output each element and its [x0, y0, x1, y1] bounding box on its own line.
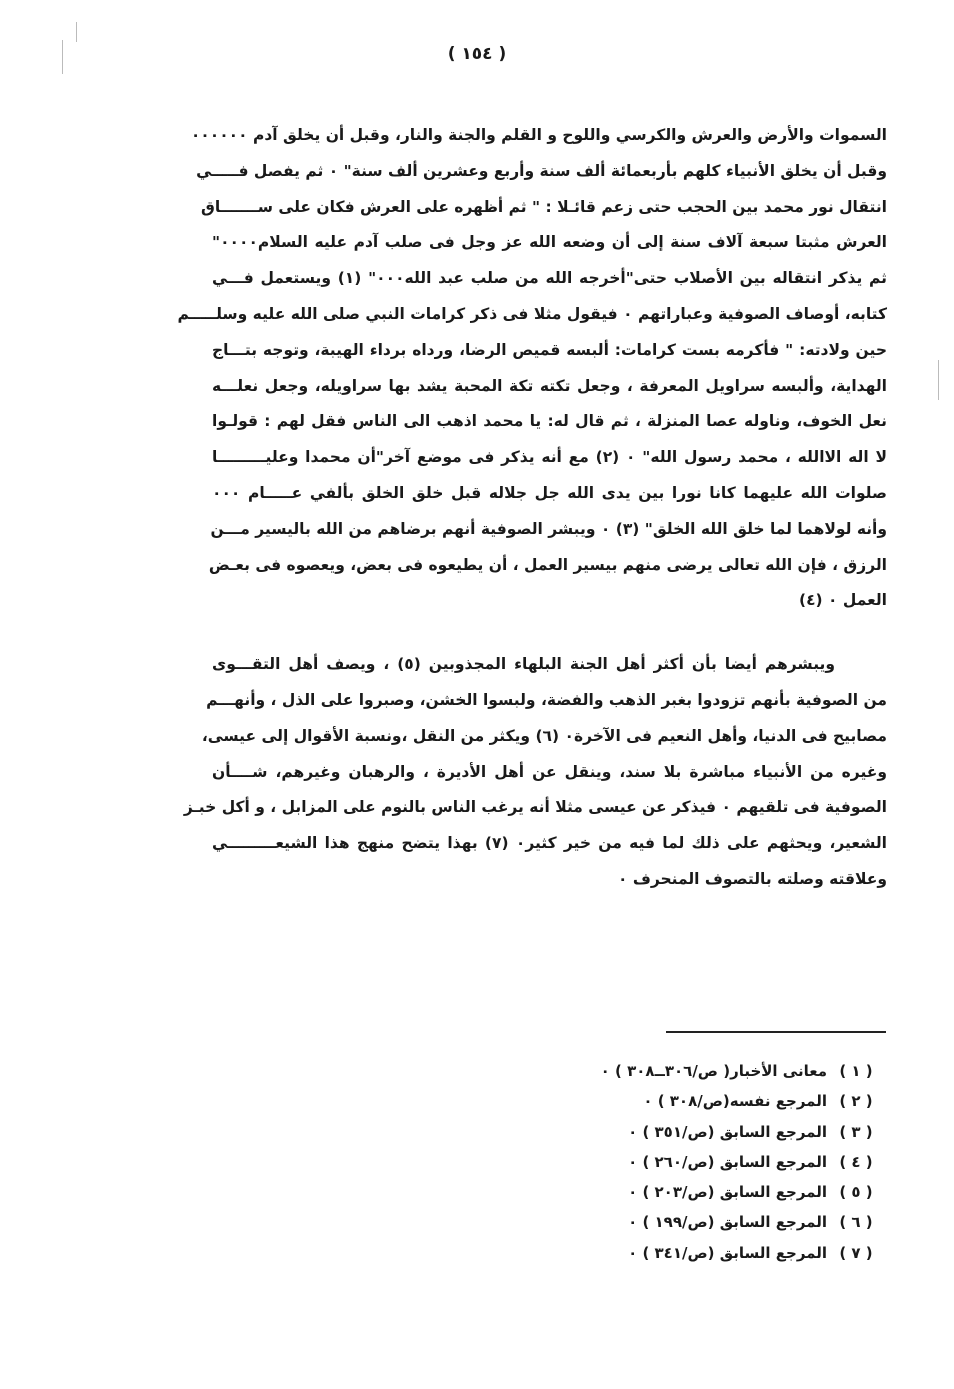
footnote-item [440, 1117, 885, 1147]
footnote-text: المرجع السابق (ص/٢٠٣ ) ٠ [628, 1183, 827, 1202]
footnote-number: ( ٣ ) [839, 1122, 873, 1141]
paragraph-2 [183, 647, 887, 898]
page-number: ( ١٥٤ ) [447, 44, 507, 64]
text-line: السموات والأرض والعرش والكرسي واللوح و القلم والجنة والنار، وقبل أن يخلق آدم ٠٠٠٠٠٠ [190, 126, 887, 144]
scan-artifact [76, 22, 77, 42]
text-line: انتقال نور محمد بين الحجب حتى زعم قائـلا : " ثم أظهره على العرش فكان على ســـــــاق [201, 197, 887, 216]
main-text [177, 118, 887, 898]
text-line: الهداية، وألبسه سراويل المعرفة ، وجعل تكته تكة المحبة يشد بها سراويله، وجعل نعلـــه [212, 376, 887, 395]
text-line: وأنه لولاهما لما خلق الله الخلق" (٣) ٠ ويبشر الصوفية أنهم برضاهم من الله باليسير مـــن [210, 519, 887, 538]
text-line: وغيره من الأنبياء مباشرة بلا سند، وينقل عن أهل الأديرة ، والرهبان وغيرهم، شــــأن [212, 762, 887, 781]
footnote-separator [666, 1031, 886, 1033]
footnote-text: المرجع نفسه(ص/٣٠٨ ) ٠ [643, 1092, 827, 1111]
text-line: وعلاقته وصلته بالتصوف المنحرف ٠ [617, 869, 887, 888]
footnote-number: ( ٦ ) [839, 1213, 873, 1232]
paragraph-1 [177, 118, 887, 619]
footnote-item [440, 1238, 885, 1268]
text-line: نعل الخوف، وناوله عصا المنزلة ، ثم قال له: يا محمد اذهب الى الناس فقل لهم : قولـوا [212, 412, 887, 431]
footnotes [440, 1056, 885, 1268]
text-line: الرزق ، فإن الله تعالى يرضى منهم بيسير العمل ، أن يطيعوه فى بعض، ويعصوه فى بعـض [208, 555, 887, 574]
text-line: حين ولادته: " فأكرمه بست كرامات: ألبسه قميص الرضا، ورداه برداء الهيبة، وتوجه بتـــاج [212, 340, 887, 359]
footnote-item [440, 1207, 885, 1237]
text-line: ثم يذكر انتقاله بين الأصلاب حتى"أخرجه الله من صلب عبد الله٠٠٠" (١) ويستعمل فـــي [212, 269, 887, 288]
footnote-text: معانى الأخبار( ص/٣٠٦ــ٣٠٨ ) ٠ [600, 1062, 827, 1080]
footnote-text: المرجع السابق (ص/٣٥١ ) ٠ [628, 1122, 827, 1141]
footnote-text: المرجع السابق (ص/٢٦٠ ) ٠ [628, 1152, 827, 1171]
footnote-text: المرجع السابق (ص/١٩٩ ) ٠ [628, 1213, 827, 1232]
scan-artifact [62, 40, 63, 74]
footnote-item [440, 1086, 885, 1116]
footnote-number: ( ٤ ) [839, 1152, 873, 1171]
text-line: العرش مثبتا سبعة آلاف سنة إلى أن وضعه الله عز وجل فى صلب آدم عليه السلام٠٠٠٠" [212, 233, 887, 252]
footnote-item [440, 1147, 885, 1177]
text-line: العمل ٠ (٤) [798, 591, 887, 610]
text-line: ويبشرهم أيضا بأن أكثر أهل الجنة البلهاء المجذوبين (٥) ، ويصف أهل التقـــوى [212, 655, 835, 674]
text-line: كتابه، أوصاف الصوفية وعباراتهم ٠ فيقول مثلا فى ذكر كرامات النبي صلى الله عليه وسلـــــم [177, 304, 887, 323]
text-line: وقبل أن يخلق الأنبياء كلهم بأربعمائة ألف سنة وأربع وعشرين ألف سنة" ٠ ثم يفصل فـــــي [196, 161, 887, 180]
footnote-number: ( ١ ) [839, 1062, 873, 1080]
footnote-item [440, 1056, 885, 1086]
footnote-number: ( ٢ ) [839, 1092, 873, 1111]
footnote-number: ( ٥ ) [839, 1183, 873, 1202]
text-line: مصابيح فى الدنيا، وأهل النعيم فى الآخرة٠ (٦) ويكثر من النقل ،ونسبة الأقوال إلى عيسى، [201, 726, 887, 745]
text-line: الصوفية فى تلقيهم ٠ فيذكر عن عيسى مثلا أنه يرغب الناس بالنوم على المزابل ، و أكل خبـز [183, 798, 887, 817]
scan-artifact [938, 360, 939, 400]
footnote-text: المرجع السابق (ص/٣٤١ ) ٠ [628, 1243, 827, 1262]
text-line: لا اله الاالله ، محمد رسول الله" ٠ (٢) مع أنه يذكر فى موضع آخر"أن محمدا وعليـــــــــا [212, 448, 887, 467]
footnote-item [440, 1177, 885, 1207]
text-line: من الصوفية بأنهم تزودوا بغبر الذهب والفضة، ولبسوا الخشن، وصبروا على الذل ، وأنهـــم [206, 690, 887, 709]
text-line: صلوات الله عليهما كانا نورا بين يدى الله جل جلاله قبل خلق الخلق بألفي عـــــام ٠٠٠ [212, 483, 887, 502]
footnote-number: ( ٧ ) [839, 1243, 873, 1262]
paragraph-gap [212, 619, 887, 647]
text-line: الشعير، ويحثهم على ذلك لما فيه من خير كثير٠ (٧) بهذا يتضح منهج هذا الشيعـــــــــي [212, 834, 887, 853]
